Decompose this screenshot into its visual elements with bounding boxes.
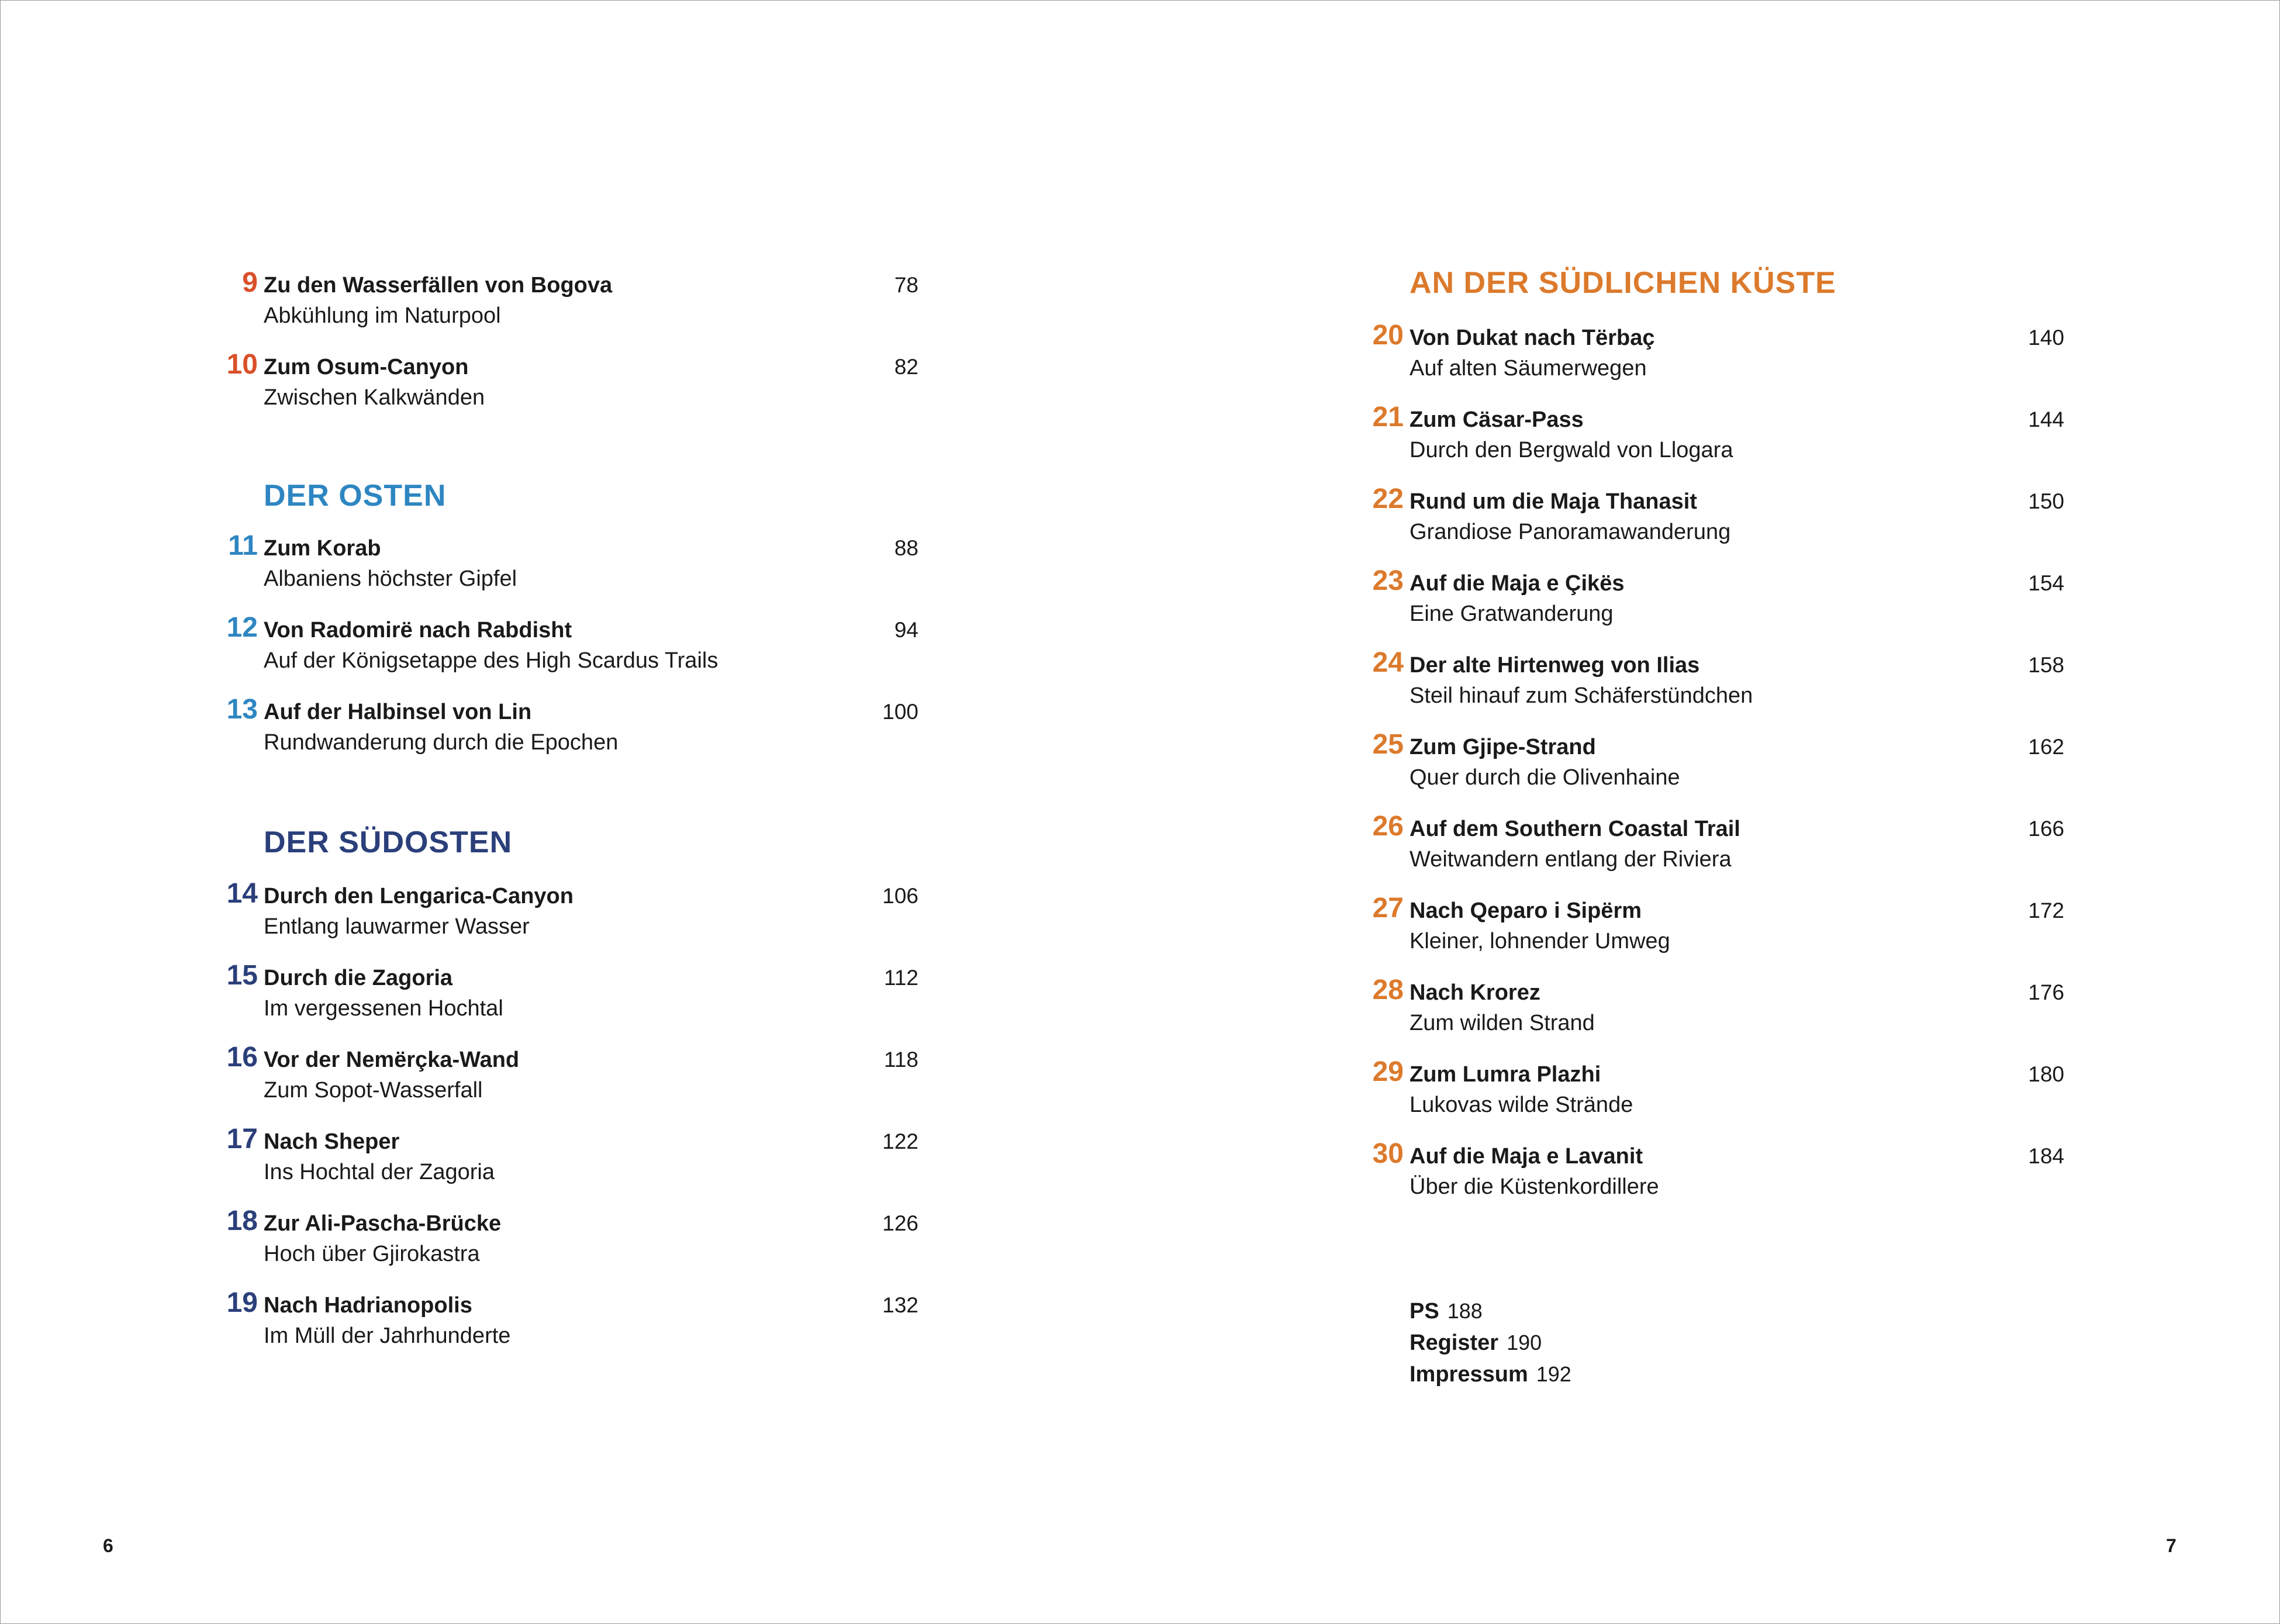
toc-entry-title: Zum Osum-Canyon (264, 355, 469, 379)
toc-entry-title: Auf dem Southern Coastal Trail (1410, 817, 1740, 841)
toc-entry-number: 20 (1372, 320, 1404, 351)
toc-entry-title: Der alte Hirtenweg von Ilias (1410, 653, 1700, 678)
toc-entry-title: Zur Ali-Pascha-Brücke (264, 1211, 502, 1236)
entries-group-kueste (1357, 319, 2064, 1219)
toc-entry-number: 24 (1372, 647, 1404, 678)
toc-entry-title: Zum Lumra Plazhi (1410, 1062, 1601, 1087)
toc-entry-number: 12 (226, 612, 258, 643)
toc-entry-page: 166 (2028, 817, 2064, 841)
toc-entry[interactable] (211, 1041, 918, 1123)
toc-entry-title: Auf die Maja e Çikës (1410, 571, 1625, 596)
toc-entry[interactable] (211, 959, 918, 1041)
toc-entry-page: 184 (2028, 1144, 2064, 1168)
toc-entry[interactable] (211, 530, 918, 611)
toc-entry-number: 19 (226, 1287, 258, 1318)
section-heading-osten: DER OSTEN (264, 479, 447, 513)
toc-entry-title: Nach Krorez (1410, 980, 1540, 1005)
toc-entry-subtitle: Steil hinauf zum Schäferstündchen (1410, 683, 1753, 708)
toc-entry-number: 29 (1372, 1056, 1404, 1087)
back-matter-page: 188 (1447, 1299, 1483, 1323)
toc-entry-title: Auf der Halbinsel von Lin (264, 700, 532, 724)
back-matter-page: 192 (1536, 1362, 1571, 1386)
toc-entry-subtitle: Über die Küstenkordillere (1410, 1174, 1659, 1199)
toc-entry-page: 126 (882, 1211, 918, 1235)
toc-entry-page: 106 (882, 884, 918, 908)
toc-entry-subtitle: Weitwandern entlang der Riviera (1410, 847, 1732, 872)
toc-entry-number: 10 (226, 349, 258, 380)
toc-entry-subtitle: Kleiner, lohnender Umweg (1410, 929, 1670, 953)
toc-entry-number: 11 (228, 530, 258, 561)
toc-entry-number: 25 (1372, 729, 1404, 760)
back-matter-item[interactable] (1410, 1295, 1571, 1327)
entries-group-a (211, 267, 918, 430)
toc-entry-subtitle: Albaniens höchster Gipfel (264, 566, 517, 591)
toc-entry-title: Durch die Zagoria (264, 966, 453, 990)
toc-entry-subtitle: Grandiose Panoramawanderung (1410, 520, 1731, 544)
back-matter-label: Impressum (1410, 1362, 1528, 1387)
toc-entry[interactable] (1357, 483, 2064, 565)
toc-entry-page: 158 (2028, 653, 2064, 677)
toc-entry[interactable] (1357, 974, 2064, 1056)
toc-entry-subtitle: Zwischen Kalkwänden (264, 385, 485, 410)
toc-entry-subtitle: Entlang lauwarmer Wasser (264, 914, 530, 939)
toc-entry-number: 14 (226, 878, 258, 909)
toc-entry-subtitle: Rundwanderung durch die Epochen (264, 730, 619, 755)
entries-group-suedosten (211, 877, 918, 1369)
back-matter-label: Register (1410, 1331, 1499, 1355)
toc-entry-title: Nach Sheper (264, 1129, 400, 1154)
toc-entry-number: 27 (1372, 893, 1404, 924)
toc-entry-number: 18 (226, 1205, 258, 1236)
toc-entry-page: 100 (882, 700, 918, 724)
toc-entry-title: Auf die Maja e Lavanit (1410, 1144, 1643, 1169)
toc-entry-page: 150 (2028, 489, 2064, 513)
toc-entry-title: Von Radomirë nach Rabdisht (264, 618, 572, 642)
toc-entry-subtitle: Abkühlung im Naturpool (264, 303, 501, 328)
toc-entry-page: 140 (2028, 326, 2064, 350)
toc-entry-number: 28 (1372, 975, 1404, 1006)
toc-entry-page: 172 (2028, 899, 2064, 922)
toc-entry[interactable] (1357, 565, 2064, 647)
toc-entry-subtitle: Auf alten Säumerwegen (1410, 356, 1647, 381)
toc-entry-number: 13 (226, 694, 258, 725)
toc-entry-number: 22 (1372, 483, 1404, 514)
toc-entry[interactable] (211, 1123, 918, 1205)
toc-entry-number: 21 (1372, 402, 1404, 433)
toc-entry-title: Zum Korab (264, 536, 381, 561)
toc-entry[interactable] (1357, 1056, 2064, 1138)
toc-entry-title: Durch den Lengarica-Canyon (264, 884, 574, 908)
toc-entry-subtitle: Quer durch die Olivenhaine (1410, 765, 1680, 790)
toc-entry[interactable] (1357, 401, 2064, 483)
toc-entry[interactable] (1357, 1138, 2064, 1219)
toc-entry-page: 94 (894, 618, 918, 642)
toc-entry-page: 78 (894, 273, 918, 297)
toc-entry-title: Zum Gjipe-Strand (1410, 735, 1596, 759)
toc-entry-subtitle: Auf der Königsetappe des High Scardus Trails (264, 648, 718, 673)
page-number-left: 6 (103, 1535, 113, 1556)
toc-entry[interactable] (211, 1205, 918, 1287)
toc-entry[interactable] (211, 348, 918, 430)
toc-entry-title: Vor der Nemërçka-Wand (264, 1048, 520, 1072)
toc-entry-page: 176 (2028, 980, 2064, 1004)
section-heading-suedosten: DER SÜDOSTEN (264, 825, 513, 859)
toc-entry-page: 144 (2028, 407, 2064, 431)
back-matter-page: 190 (1507, 1331, 1542, 1355)
toc-entry-title: Nach Qeparo i Sipërm (1410, 899, 1642, 923)
toc-entry[interactable] (1357, 319, 2064, 401)
toc-entry-page: 88 (894, 536, 918, 560)
toc-entry-page: 132 (882, 1293, 918, 1317)
toc-entry-subtitle: Im Müll der Jahrhunderte (264, 1324, 511, 1348)
toc-entry[interactable] (1357, 892, 2064, 974)
toc-entry-page: 154 (2028, 571, 2064, 595)
toc-entry-title: Rund um die Maja Thanasit (1410, 489, 1697, 514)
toc-entry-page: 180 (2028, 1062, 2064, 1086)
toc-entry-subtitle: Ins Hochtal der Zagoria (264, 1160, 495, 1184)
toc-entry[interactable] (211, 611, 918, 693)
page-number-right: 7 (2166, 1535, 2177, 1556)
toc-entry[interactable] (211, 267, 918, 348)
toc-entry-subtitle: Zum wilden Strand (1410, 1011, 1595, 1035)
toc-entry-subtitle: Eine Gratwanderung (1410, 602, 1614, 626)
toc-entry-number: 17 (226, 1124, 258, 1155)
toc-entry-page: 118 (884, 1048, 918, 1072)
toc-entry-page: 112 (884, 966, 918, 990)
toc-entry[interactable] (211, 1287, 918, 1369)
section-heading-kueste: AN DER SÜDLICHEN KÜSTE (1410, 266, 1836, 300)
toc-entry-title: Zu den Wasserfällen von Bogova (264, 273, 613, 298)
toc-entry[interactable] (211, 877, 918, 959)
toc-entry-number: 15 (226, 960, 258, 991)
toc-entry-title: Zum Cäsar-Pass (1410, 407, 1584, 432)
toc-entry-title: Von Dukat nach Tërbaç (1410, 326, 1655, 350)
toc-entry[interactable] (1357, 728, 2064, 810)
toc-entry-title: Nach Hadrianopolis (264, 1293, 472, 1318)
toc-entry-number: 23 (1372, 565, 1404, 596)
toc-entry-number: 16 (226, 1042, 258, 1073)
back-matter-links (1410, 1295, 1571, 1390)
back-matter-item[interactable] (1410, 1327, 1571, 1359)
toc-entry-subtitle: Hoch über Gjirokastra (264, 1242, 480, 1266)
toc-entry-page: 162 (2028, 735, 2064, 759)
back-matter-label: PS (1410, 1299, 1439, 1324)
back-matter-item[interactable] (1410, 1359, 1571, 1390)
toc-entry-subtitle: Durch den Bergwald von Llogara (1410, 438, 1733, 462)
toc-entry-page: 82 (894, 355, 918, 379)
toc-entry-subtitle: Lukovas wilde Strände (1410, 1093, 1633, 1117)
toc-entry-subtitle: Im vergessenen Hochtal (264, 996, 503, 1021)
toc-entry-number: 26 (1372, 811, 1404, 842)
toc-entry-subtitle: Zum Sopot-Wasserfall (264, 1078, 483, 1103)
toc-entry[interactable] (211, 693, 918, 775)
toc-entry-number: 9 (242, 267, 258, 298)
entries-group-osten (211, 530, 918, 775)
toc-entry[interactable] (1357, 810, 2064, 892)
toc-entry[interactable] (1357, 647, 2064, 728)
toc-entry-number: 30 (1372, 1138, 1404, 1169)
toc-entry-page: 122 (882, 1129, 918, 1153)
